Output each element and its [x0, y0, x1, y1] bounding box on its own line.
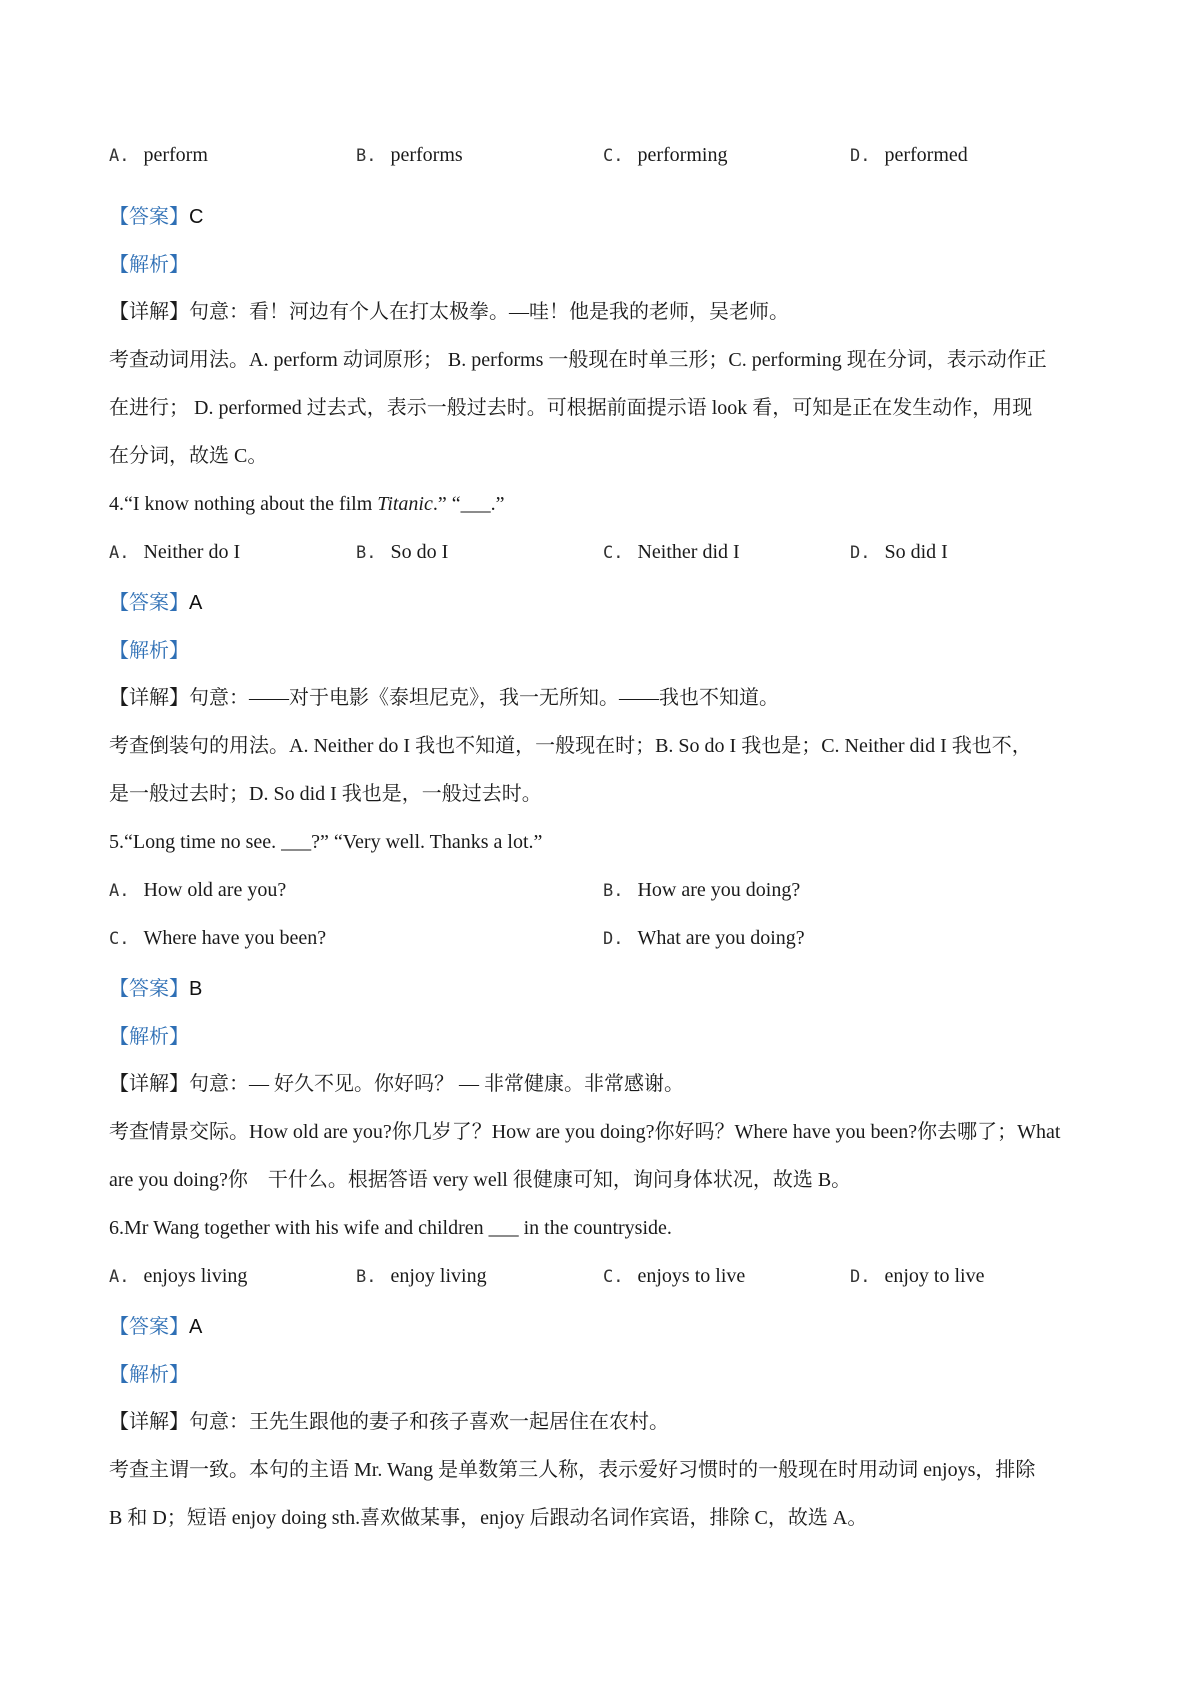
q4-option-c[interactable]: C. Neither did I — [603, 541, 740, 563]
q5-stem: 5.“Long time no see. ___?” “Very well. Thanks a lot.” — [109, 831, 543, 853]
q6-detail: 【详解】句意：王先生跟他的妻子和孩子喜欢一起居住在农村。 — [109, 1411, 669, 1433]
q6-options — [109, 1261, 1099, 1291]
answer-tag: 【答案】 — [109, 1314, 189, 1338]
q5-option-a[interactable]: A. How old are you? — [109, 879, 287, 901]
detail-tag: 【详解】 — [109, 687, 189, 709]
analysis-tag: 【解析】 — [109, 1362, 189, 1386]
answer-tag: 【答案】 — [109, 976, 189, 1000]
film-title: Titanic — [377, 493, 433, 515]
answer-value: C — [189, 206, 204, 228]
q6-answer — [109, 1311, 1099, 1341]
q4-explain-line-1: 考查倒装句的用法。A. Neither do I 我也不知道，一般现在时；B. So do I 我也是；C. Neither did I 我也不， — [109, 735, 1032, 757]
q4-answer — [109, 587, 1099, 617]
q6-option-d[interactable]: D. enjoy to live — [850, 1265, 985, 1287]
q6-option-b[interactable]: B. enjoy living — [356, 1265, 487, 1287]
q5-analysis-header — [109, 1021, 1099, 1051]
q6-explain-line-2: B 和 D；短语 enjoy doing sth.喜欢做某事，enjoy 后跟动名词作宾语，排除 C，故选 A。 — [109, 1507, 868, 1529]
q4-option-b[interactable]: B. So do I — [356, 541, 449, 563]
q3-option-c[interactable]: C. performing — [603, 144, 728, 166]
q3-explain-line-2: 在进行； D. performed 过去式，表示一般过去时。可根据前面提示语 look 看，可知是正在发生动作，用现 — [109, 397, 1033, 419]
q5-answer — [109, 973, 1099, 1003]
q4-option-a[interactable]: A. Neither do I — [109, 541, 241, 563]
q4-option-d[interactable]: D. So did I — [850, 541, 948, 563]
q3-option-d[interactable]: D. performed — [850, 144, 968, 166]
q6-stem: 6.Mr Wang together with his wife and children ___ in the countryside. — [109, 1217, 672, 1239]
q4-explain-line-2: 是一般过去时；D. So did I 我也是，一般过去时。 — [109, 783, 542, 805]
q5-options-row-2 — [109, 923, 1099, 953]
q3-options — [109, 140, 1099, 170]
q6-option-c[interactable]: C. enjoys to live — [603, 1265, 746, 1287]
q5-option-d[interactable]: D. What are you doing? — [603, 927, 805, 949]
q3-analysis-header — [109, 249, 1099, 279]
analysis-tag: 【解析】 — [109, 252, 189, 276]
q4-stem: 4.“I know nothing about the film Titanic.” “___.” — [109, 493, 505, 515]
q3-answer — [109, 201, 1099, 231]
detail-tag: 【详解】 — [109, 1073, 189, 1095]
q6-analysis-header — [109, 1359, 1099, 1389]
q5-explain-line-2: are you doing?你 干什么。根据答语 very well 很健康可知，询问身体状况，故选 B。 — [109, 1169, 852, 1191]
q5-option-b[interactable]: B. How are you doing? — [603, 879, 801, 901]
q5-explain-line-1: 考查情景交际。How old are you?你几岁了？How are you doing?你好吗？Where have you been?你去哪了；What — [109, 1121, 1061, 1143]
analysis-tag: 【解析】 — [109, 1024, 189, 1048]
q6-explain-line-1: 考查主谓一致。本句的主语 Mr. Wang 是单数第三人称，表示爱好习惯时的一般现在时用动词 enjoys，排除 — [109, 1459, 1036, 1481]
detail-tag: 【详解】 — [109, 1411, 189, 1433]
q5-option-c[interactable]: C. Where have you been? — [109, 927, 327, 949]
q4-analysis-header — [109, 635, 1099, 665]
detail-tag: 【详解】 — [109, 301, 189, 323]
q5-detail: 【详解】句意：— 好久不见。你好吗？ — 非常健康。非常感谢。 — [109, 1073, 684, 1095]
answer-tag: 【答案】 — [109, 590, 189, 614]
answer-value: A — [189, 1316, 203, 1338]
answer-value: A — [189, 592, 203, 614]
q3-option-b[interactable]: B. performs — [356, 144, 463, 166]
answer-tag: 【答案】 — [109, 204, 189, 228]
q4-options — [109, 537, 1099, 567]
answer-value: B — [189, 978, 203, 1000]
q3-option-a[interactable]: A. perform — [109, 144, 208, 166]
q3-explain-line-3: 在分词，故选 C。 — [109, 445, 268, 467]
q3-explain-line-1: 考查动词用法。A. perform 动词原形； B. performs 一般现在时单三形；C. performing 现在分词，表示动作正 — [109, 349, 1047, 371]
q5-options-row-1 — [109, 875, 1099, 905]
analysis-tag: 【解析】 — [109, 638, 189, 662]
q3-detail: 【详解】句意：看！河边有个人在打太极拳。—哇！他是我的老师，吴老师。 — [109, 301, 789, 323]
q4-detail: 【详解】句意：——对于电影《泰坦尼克》，我一无所知。——我也不知道。 — [109, 687, 779, 709]
q6-option-a[interactable]: A. enjoys living — [109, 1265, 248, 1287]
